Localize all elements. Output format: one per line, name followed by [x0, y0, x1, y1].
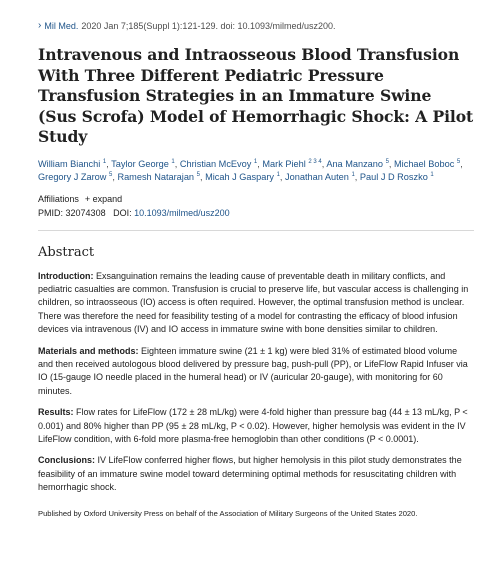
pmid-value: 32074308 [65, 207, 106, 218]
author-list [38, 158, 474, 184]
author-link[interactable]: Taylor George [111, 158, 169, 169]
author-separator: , [460, 158, 463, 169]
author-separator: , [279, 171, 286, 182]
section-label: Results: [38, 407, 74, 418]
author-separator: , [388, 158, 395, 169]
abstract-introduction [38, 270, 474, 337]
expand-affiliations-button[interactable]: + expand [84, 193, 123, 204]
doi-link[interactable]: 10.1093/milmed/usz200 [134, 207, 230, 218]
abstract-body [38, 270, 474, 495]
author-separator: , [106, 158, 112, 169]
author-link[interactable]: Ramesh Natarajan [117, 171, 195, 182]
abstract-methods [38, 345, 474, 399]
affiliation-number[interactable]: 5 [196, 171, 200, 178]
affiliation-number[interactable]: 1 [276, 171, 280, 178]
divider [38, 230, 474, 231]
affiliation-number[interactable]: 1 [253, 158, 258, 165]
section-label: Materials and methods: [38, 345, 139, 356]
affiliation-number[interactable]: 1 [430, 171, 434, 178]
citation-details: 2020 Jan 7;185(Suppl 1):121-129. doi: 10.1093/milmed/usz200. [81, 21, 336, 31]
author-link[interactable]: Michael Boboc [394, 158, 455, 169]
author-link[interactable]: Christian McEvoy [179, 158, 252, 169]
abstract-heading: Abstract [38, 244, 95, 260]
affiliation-number[interactable]: 1 [102, 158, 107, 165]
author-link[interactable]: Gregory J Zarow [38, 171, 107, 182]
author-link[interactable]: Mark Piehl [262, 158, 306, 169]
affiliation-number[interactable]: 5 [385, 158, 389, 165]
abstract-results [38, 406, 474, 446]
section-text: Flow rates for LifeFlow (172 ± 28 mL/kg) were 4-fold higher than pressure bag (44 ± 13 mL/kg, P < 0.001) and 80% higher than PP (95 ± 28 mL/kg, P < 0.02). However, higher hemolysis was evident in the IV LifeFlow condition, with 6-fold more plasma-free hemoglobin than other conditions (P < 0.0001). [38, 407, 468, 444]
identifiers [38, 208, 474, 218]
affiliation-number[interactable]: 5 [456, 158, 461, 165]
author-separator: , [354, 171, 360, 182]
author-separator: , [112, 171, 118, 182]
pmid-label: PMID: [38, 207, 64, 218]
article-title: Intravenous and Intraosseous Blood Transfusion With Three Different Pediatric Pressure Transfusion Strategies in an Immature Swine (Sus Scrofa) Model of Hemorrhagic Shock: A Pilot Study [38, 45, 474, 146]
affiliations-label: Affiliations [38, 193, 79, 204]
section-label: Conclusions: [38, 455, 96, 466]
affiliation-number[interactable]: 2 3 4 [308, 158, 322, 165]
author-separator: , [321, 158, 327, 169]
section-text: Exsanguination remains the leading cause of preventable death in military conflicts, and pediatric casualties are common. Transfusion is crucial to preserve life, but vascular access is challenging in children, so intraosseous (IO) access is often required. However, the optimal transfusion method is unclear. There was therefore the need for feasibility testing of a model for contrasting the efficacy of blood infusion devices via intravenous (IV) and IO access in immature swine with bone densities similar to children. [38, 270, 469, 335]
author-link[interactable]: Micah J Gaspary [205, 171, 274, 182]
section-text: Eighteen immature swine (21 ± 1 kg) were bled 31% of estimated blood volume and then received autologous blood delivered by pressure bag, push-pull (PP), or LifeFlow Rapid Infuser via IO (15-gauge IO needle placed in the humeral head) or IV (auricular 20-gauge), with monitoring for 60 minutes. [38, 345, 468, 396]
chevron-right-icon: › [38, 20, 42, 31]
journal-link[interactable]: Mil Med. [44, 21, 79, 31]
doi-label: DOI: [113, 207, 132, 218]
author-link[interactable]: Paul J D Roszko [359, 171, 428, 182]
section-text: IV LifeFlow conferred higher flows, but higher hemolysis in this pilot study demonstrates the feasibility of an immature swine model toward determining optimal methods for resuscitating children with hemorrhagic shock. [38, 455, 462, 493]
author-separator: , [199, 171, 206, 182]
author-separator: , [257, 158, 263, 169]
section-label: Introduction: [38, 270, 94, 281]
author-link[interactable]: William Bianchi [38, 158, 101, 169]
abstract-conclusions [38, 454, 474, 494]
author-separator: , [174, 158, 180, 169]
author-link[interactable]: Jonathan Auten [285, 171, 349, 182]
affiliation-number[interactable]: 1 [171, 158, 175, 165]
copyright-footer: Published by Oxford University Press on behalf of the Association of Military Surgeons of the United States 2020. [38, 508, 418, 518]
affiliation-number[interactable]: 1 [351, 171, 355, 178]
author-link[interactable]: Ana Manzano [326, 158, 384, 169]
affiliations-row [38, 194, 474, 204]
affiliation-number[interactable]: 5 [108, 171, 113, 178]
citation-line [38, 21, 474, 31]
